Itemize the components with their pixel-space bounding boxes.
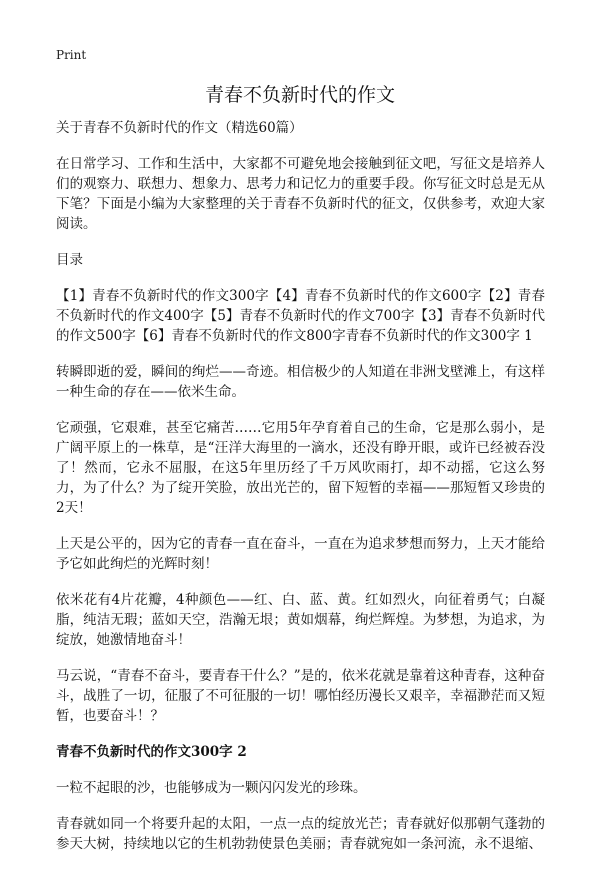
article-body xyxy=(56,118,545,870)
page-title: 青春不负新时代的作文 xyxy=(204,84,395,106)
paragraph: 青春就如同一个将要升起的太阳，一点一点的绽放光芒；青春就好似那朝气蓬勃的参天大树，持续地以它的生机勃勃使景色美丽；青春就宛如一条河流，永不退缩、 xyxy=(56,816,545,852)
intro-paragraph: 在日常学习、工作和生活中，大家都不可避免地会接触到征文吧，写征文是培养人们的观察力、联想力、想象力、思考力和记忆力的重要手段。你写征文时总是无从下笔？下面是小编为大家整理的关于青春不负新时代的征文，仅供参考，欢迎大家阅读。 xyxy=(56,156,545,232)
paragraph: 它顽强，它艰难，甚至它痛苦……它用5年孕育着自己的生命，它是那么弱小，是广阔平原上的一株草，是“汪洋大海里的一滴水，还没有睁开眼，或许已经被吞没了！然而，它永不屈服，在这5年里历经了千万风吹雨打，却不动摇，它这么努力，为了什么？为了绽开笑脸，放出光芒的，留下短暂的幸福——那短暂又珍贵的2天！ xyxy=(56,420,545,516)
toc-links[interactable]: 【1】青春不负新时代的作文300字【4】青春不负新时代的作文600字【2】青春不负新时代的作文400字【5】青春不负新时代的作文700字【3】青春不负新时代的作文500字【6】青春不负新时代的作文800字青春不负新时代的作文300字 1 xyxy=(56,288,545,344)
subtitle: 关于青春不负新时代的作文（精选60篇） xyxy=(56,120,303,136)
paragraph: 上天是公平的，因为它的青春一直在奋斗，一直在为追求梦想而努力，上天才能给予它如此绚烂的光辉时刻！ xyxy=(56,536,545,572)
toc-label: 目录 xyxy=(56,252,83,268)
paragraph: 转瞬即逝的爱，瞬间的绚烂——奇迹。相信极少的人知道在非洲戈壁滩上，有这样一种生命的存在——依米生命。 xyxy=(56,364,545,400)
paragraph: 依米花有4片花瓣，4种颜色——红、白、蓝、黄。红如烈火，向征着勇气；白凝脂，纯洁无瑕；蓝如天空，浩瀚无垠；黄如烟幕，绚烂辉煌。为梦想，为追求，为绽放，她激情地奋斗！ xyxy=(56,592,545,648)
paragraph: 一粒不起眼的沙，也能够成为一颗闪闪发光的珍珠。 xyxy=(56,780,367,796)
section-heading: 青春不负新时代的作文300字 2 xyxy=(56,744,247,760)
print-link[interactable]: Print xyxy=(56,48,87,62)
paragraph: 马云说，“青春不奋斗，要青春干什么？”是的，依米花就是靠着这种青春，这种奋斗，战胜了一切，征服了不可征服的一切！哪怕经历漫长又艰辛，幸福渺茫而又短暂，也要奋斗！？ xyxy=(56,668,545,724)
